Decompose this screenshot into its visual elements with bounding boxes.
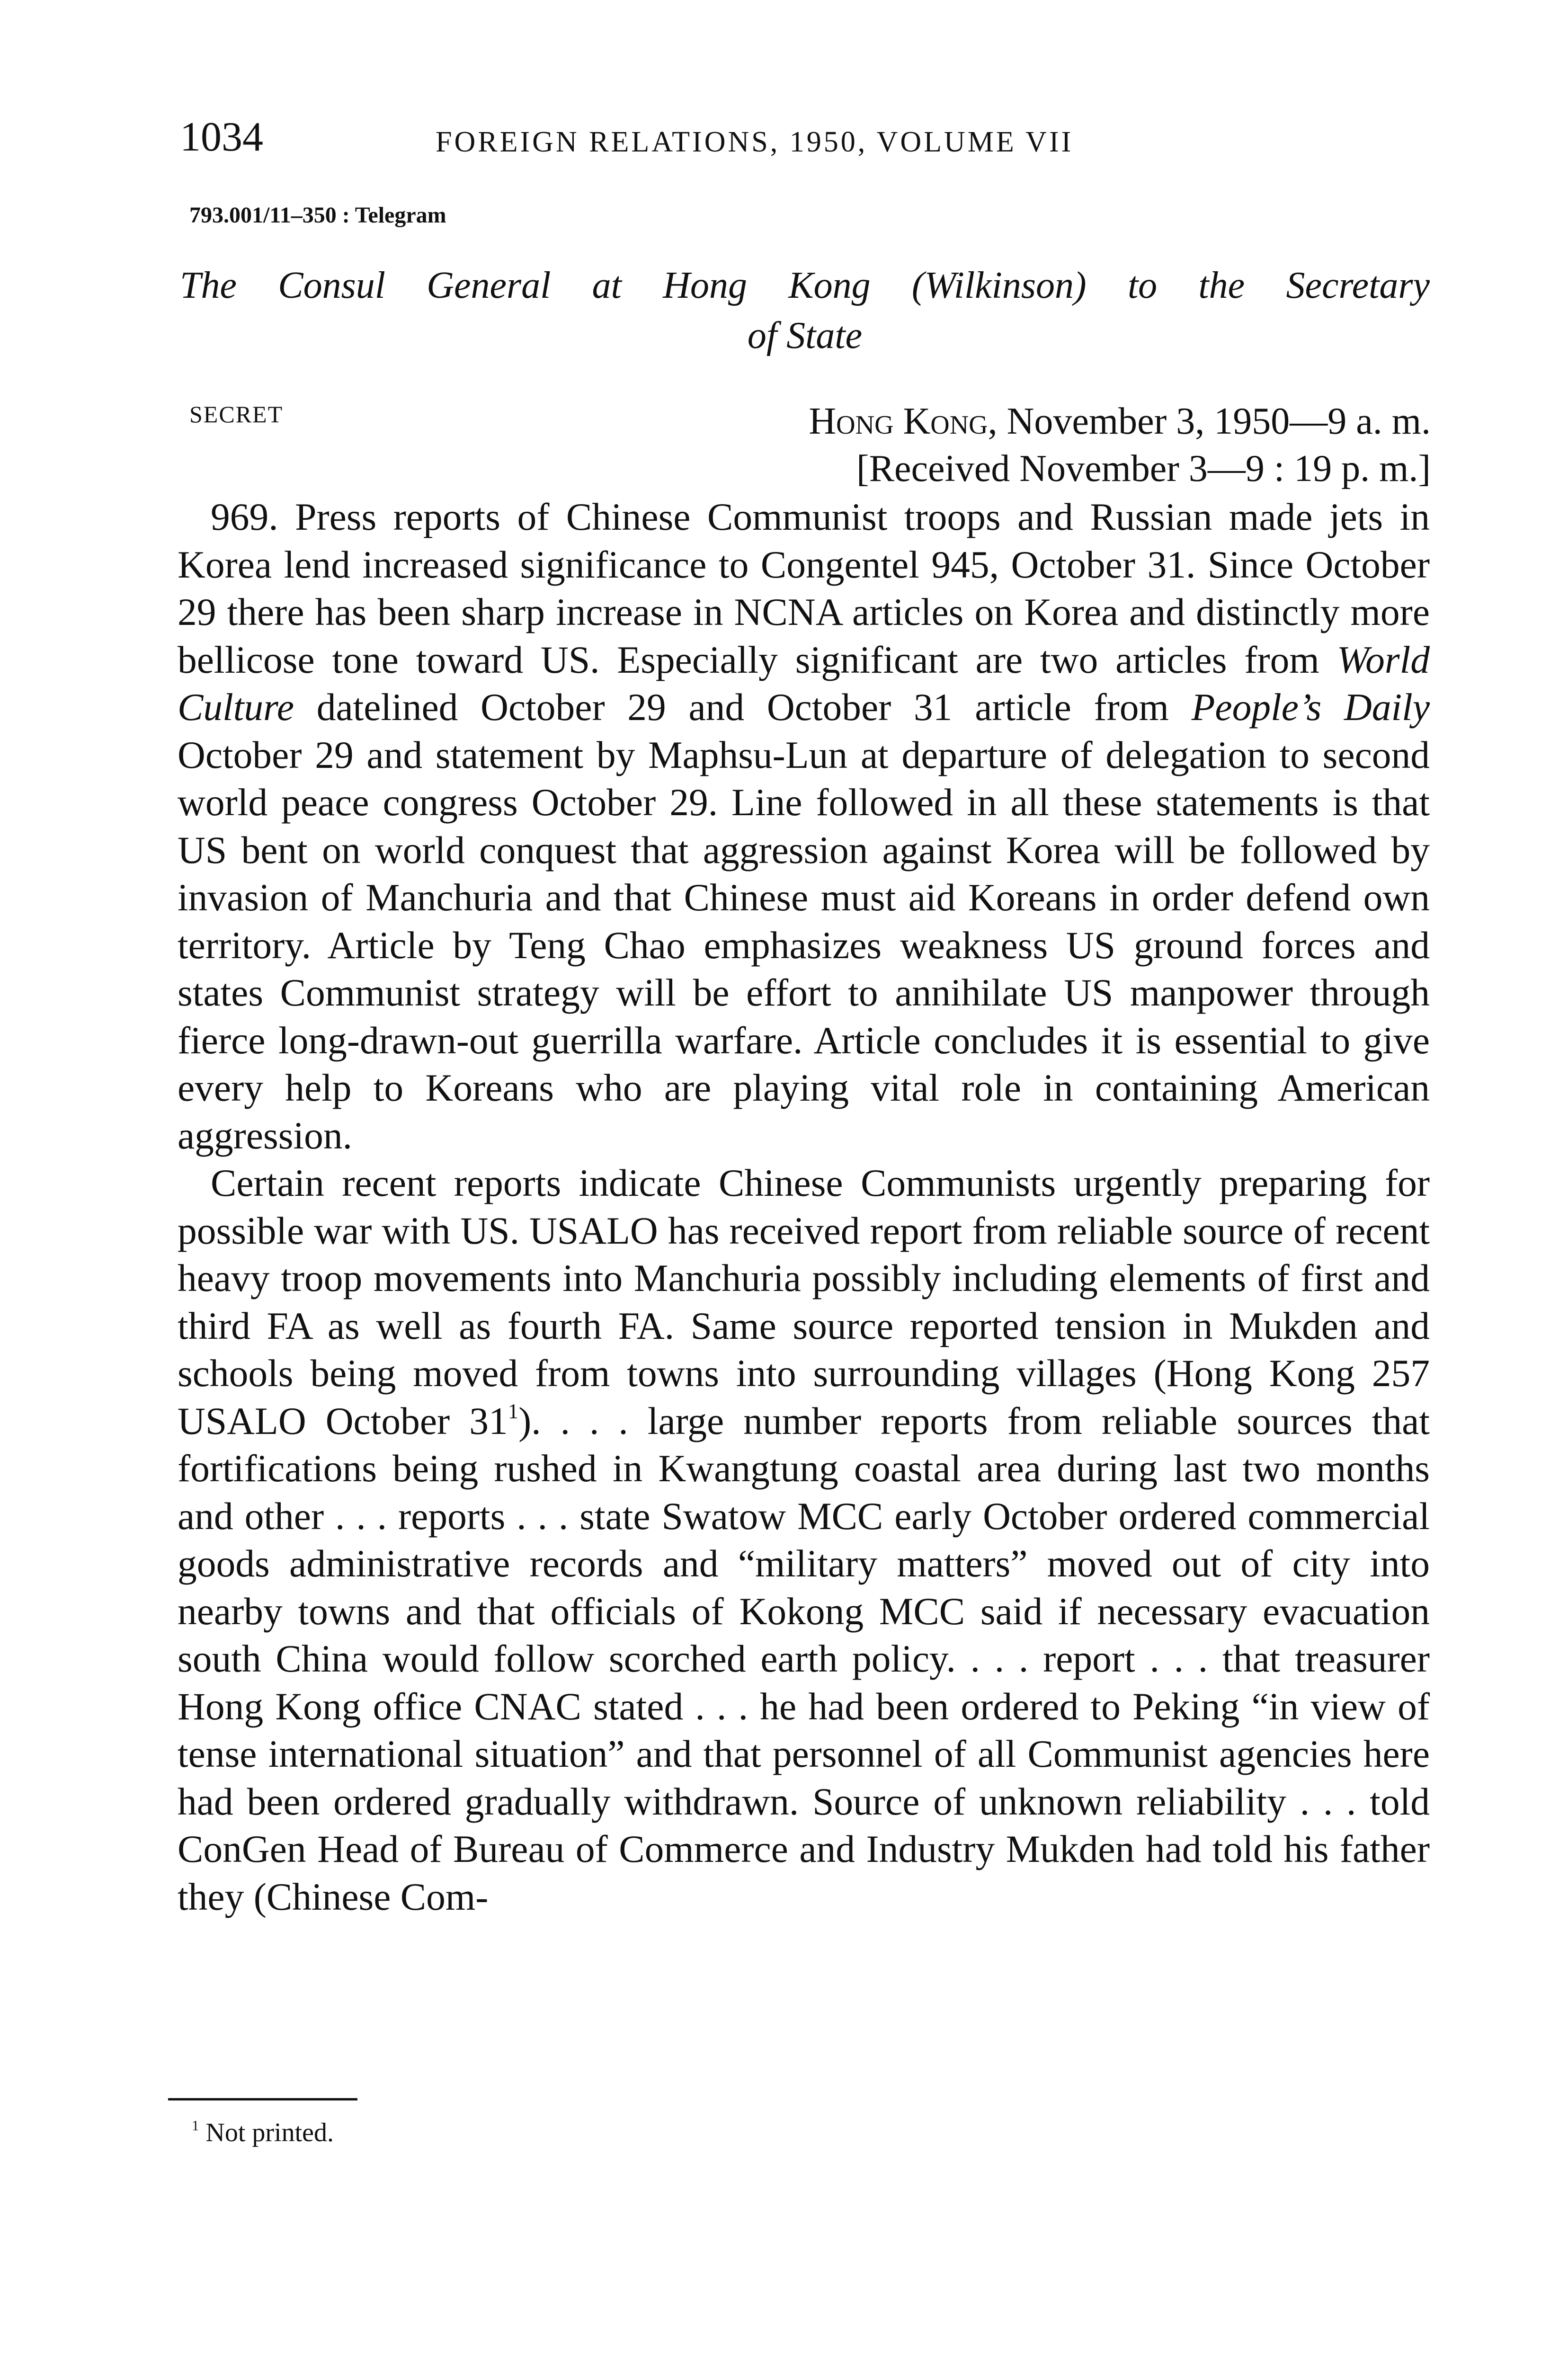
page-number: 1034 <box>180 114 263 160</box>
dateline <box>809 398 1431 445</box>
footnote-text: Not printed. <box>199 2118 334 2147</box>
file-reference: 793.001/11–350 : Telegram <box>189 203 446 228</box>
running-head <box>180 109 1430 166</box>
paragraph-2-part-a: Certain recent reports indicate Chinese Communists urgently preparing for possible war with US. USALO has received report from reliable source of recent heavy troop movements into Manchuria possibly including elements of first and third FA as well as fourth FA. Same source reported tension in Mukden and schools being moved from towns into surrounding villages (Hong Kong 257 USALO October 31 <box>178 1161 1430 1442</box>
heading-line-2: of State <box>747 315 863 356</box>
dateline-date: November 3, 1950—9 a. m. <box>997 400 1431 442</box>
footnote-reference: 1 <box>508 1398 519 1423</box>
publication-title-world-culture: World Culture <box>178 638 1430 729</box>
footnote <box>192 2114 334 2152</box>
received-line: [Received November 3—9 : 19 p. m.] <box>856 448 1431 489</box>
paragraph-1-part-a: 969. Press reports of Chinese Communist troops and Russian made jets in Korea lend increased significance to Congentel 945, October 31. Since October 29 there has been sharp increase in NCNA articles on Korea and distinctly more bellicose tone toward US. Especially significant are two articles from <box>178 495 1430 681</box>
paragraph-2-part-b: ). . . . large number reports from reliable sources that fortifications being rushed in Kwangtung coastal area during last two months and other . . . reports . . . state Swatow MCC early October ordered commercial goods administrative records and “military matters” moved out of city into nearby towns and that officials of Kokong MCC said if necessary evacuation south China would follow scorched earth policy. . . . report . . . that treasurer Hong Kong office CNAC stated . . . he had been ordered to Peking “in view of tense international situation” and that personnel of all Communist agencies here had been ordered gradually withdrawn. Source of unknown reliability . . . told ConGen Head of Bureau of Commerce and Industry Mukden had told his father they (Chinese Com- <box>178 1399 1430 1918</box>
classification-label: SECRET <box>189 401 284 427</box>
paragraph-2 <box>178 1159 1430 1921</box>
footnote-marker: 1 <box>192 2117 199 2134</box>
paragraph-1 <box>178 493 1430 1159</box>
publication-title-peoples-daily: People’s Daily <box>1191 685 1430 729</box>
telegram-body <box>178 493 1430 1921</box>
document-heading <box>180 260 1430 361</box>
paragraph-1-part-b: datelined October 29 and October 31 article from <box>294 685 1192 729</box>
dateline-place: Hong Kong, <box>809 400 998 442</box>
footnote-divider <box>168 2098 357 2100</box>
heading-line-1: The Consul General at Hong Kong (Wilkinson) to the Secretary <box>180 265 1430 306</box>
running-title: FOREIGN RELATIONS, 1950, VOLUME VII <box>436 126 1074 158</box>
paragraph-1-part-c: October 29 and statement by Maphsu-Lun at departure of delegation to second world peace congress October 29. Line followed in all these statements is that US bent on world conquest that aggression against Korea will be followed by invasion of Manchuria and that Chinese must aid Koreans in order defend own territory. Article by Teng Chao emphasizes weakness US ground forces and states Communist strategy will be effort to annihilate US manpower through fierce long-drawn-out guerrilla warfare. Article concludes it is essential to give every help to Koreans who are playing vital role in containing American aggression. <box>178 733 1430 1157</box>
